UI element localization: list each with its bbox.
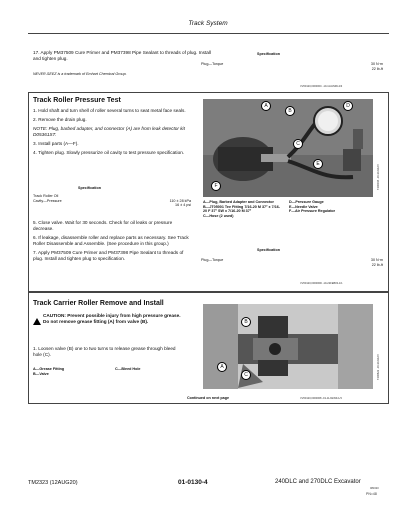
step: 1. Hold shaft and turn shell of roller several turns to seat metal face seals. [33, 108, 186, 113]
callout-b: B [285, 106, 295, 116]
callout-a: A [217, 362, 227, 372]
legend-item: A—Grease Fitting [33, 367, 65, 371]
spec-label: Plug—Torque [201, 258, 224, 262]
spec-value-nm: 30 N·m [370, 62, 383, 66]
legend-item: F—Air Pressure Regulator [289, 209, 336, 214]
carrier-roller-photo [203, 304, 373, 389]
legend-item: D—Pressure Gauge [289, 200, 324, 204]
legend-right [289, 200, 379, 214]
pressure-test-photo [203, 99, 373, 197]
step: 6. If leakage, disassemble roller and replace parts as necessary. See Track Roller Disassemble and Assemble. (See procedure in this group.) [33, 235, 189, 246]
image-id: T206035 -19-30JUL97 [377, 164, 380, 190]
spec-label: Plug—Torque [201, 62, 224, 66]
footer-left: TM2323 (12AUG20) [28, 480, 78, 486]
legend-left [33, 367, 93, 376]
spec-title: Specification [257, 248, 280, 252]
caution-icon [33, 318, 41, 325]
pressure-steps-2 [33, 220, 193, 265]
legend-item: B—Valve [33, 371, 49, 376]
callout-d: D [343, 101, 353, 111]
footer-right: 240DLC and 270DLC Excavator [275, 479, 361, 485]
continued-note: Continued on next page [187, 396, 229, 400]
section-title: Track Roller Pressure Test [33, 97, 121, 104]
spec-value-lbft: 22 lb-ft [371, 262, 383, 267]
callout-f: F [211, 181, 221, 191]
page-header: Track System [188, 20, 228, 27]
step: 4. Tighten plug. Slowly pressurize oil cavity to test pressure specification. [33, 150, 185, 155]
callout-e: E [313, 159, 323, 169]
spec-title: Specification [78, 186, 101, 190]
callout-b: B [241, 317, 251, 327]
step-17-text: 17. Apply PM37509 Cure Primer and PM37398 Pipe Sealant to threads of plug. Install and tighten plug. [33, 50, 211, 61]
image-id: T206622 -19-30JUL97 [377, 354, 380, 380]
ref-id: VV00120,0000008 -19-11JAN99-1/3 [300, 397, 342, 400]
legend-left [203, 200, 283, 218]
spec-item: Track Roller Oil [33, 194, 59, 198]
spec-kpa: 110 ± 28 kPa [169, 198, 191, 203]
spec-title: Specification [257, 52, 280, 56]
pressure-steps [33, 108, 193, 159]
page-number: PN=48 [366, 492, 377, 496]
spec-block [33, 194, 191, 208]
spec-value-lbft: 22 lb-ft [371, 66, 383, 71]
step: 5. Close valve. Wait for 30 seconds. Check for oil leaks or pressure decrease. [33, 220, 173, 231]
caution-text: CAUTION: Prevent possible injury from high pressure grease. Do not remove grease fitting (A) from valve (B). [43, 313, 181, 324]
step: 7. Apply PM37509 Cure Primer and PM37398 Pipe Sealant to threads of plug. Install and tighten plug to specification. [33, 250, 184, 261]
footer-date-code: 081620 [370, 487, 379, 490]
step: 2. Remove the drain plug. [33, 117, 87, 122]
never-seez-note: NEVER-SEEZ is a trademark of Emhart Chemical Group. [33, 72, 127, 76]
section-title: Track Carrier Roller Remove and Install [33, 300, 164, 307]
ref-id: VV00120,000000D -19-22FEB03-1/1 [300, 282, 343, 285]
legend-item: A—Plug, Barbed Adapter and Connector [203, 200, 274, 204]
legend-item: B—JT05001 Tee Fitting 7/16-20 M 37° x 7/16-20 F 37° SW x 7/16-20 M 37° [203, 204, 281, 214]
footer-center: 01-0130-4 [178, 479, 208, 486]
callout-c: C [293, 139, 303, 149]
legend-item: C—Hose (2 used) [203, 213, 234, 218]
callout-a: A [261, 101, 271, 111]
note: NOTE: Plug, barbed adapter, and connector (A) are from leak detector kit D05361ST. [33, 126, 185, 137]
callout-c: C [241, 370, 251, 380]
legend-item: C—Bleed Hole [115, 367, 141, 371]
caution-block [33, 313, 183, 331]
spec-row [201, 258, 383, 267]
spec-psi: 16 ± 4 psi [175, 203, 191, 208]
legend-item: E—Needle Valve [289, 204, 318, 209]
spec-row [201, 62, 383, 71]
spec-label: Cavity—Pressure [33, 198, 62, 203]
header-rule [28, 33, 389, 34]
step: 3. Install parts (A—F). [33, 141, 79, 146]
spec-value-nm: 30 N·m [370, 258, 383, 262]
photo-illustration [203, 304, 373, 389]
ref-id: VV00120,000000C -19-11JAN99-2/3 [300, 85, 343, 88]
carrier-step-1: 1. Loosen valve (B) one to two turns to release grease through bleed hole (C). [33, 346, 176, 357]
